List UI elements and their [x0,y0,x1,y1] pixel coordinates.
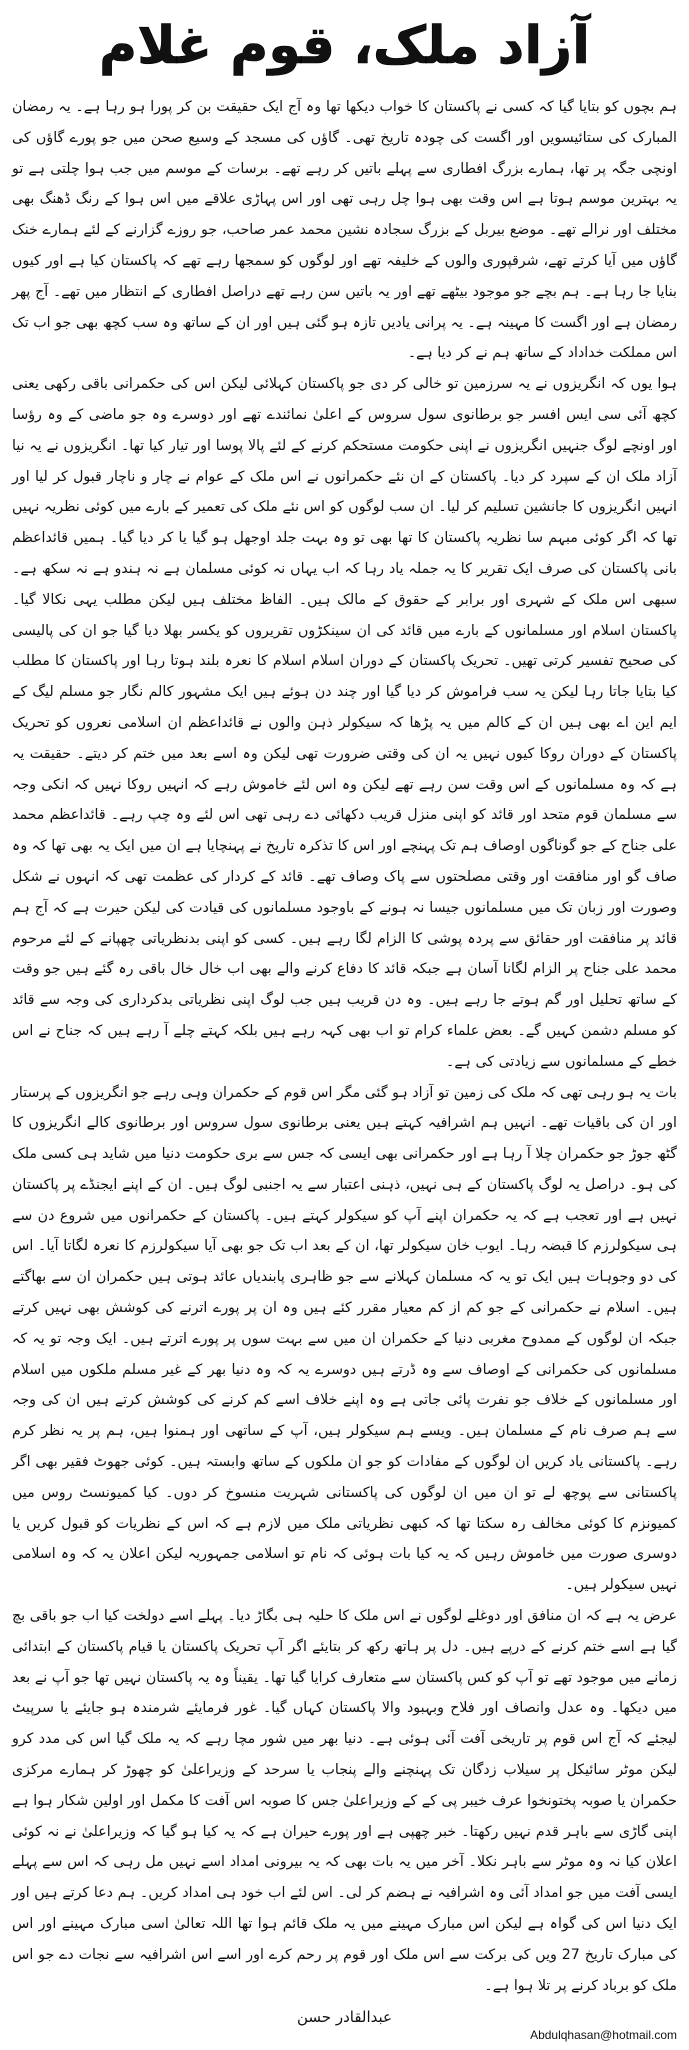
paragraph-1: ہم بچوں کو بتایا گیا کہ کسی نے پاکستان کا خواب دیکھا تھا وہ آج ایک حقیقت بن کر پورا ہو رہا ہے۔ یہ رمضان المبارک کی ستائیسویں اور اگست کی چودہ تاریخ تھی۔ گاؤں کی مسجد کے وسیع صحن میں جو پورے گاؤں کی اونچی جگہ پر تھا، ہمارے بزرگ افطاری سے پہلے باتیں کر رہے تھے۔ برسات کے موسم میں جب ہوا چلتی ہے تو یہ بہترین موسم ہوتا ہے اس وقت بھی ہوا چل رہی تھی اور اس پہاڑی علاقے میں اس ہوا کے رنگ ڈھنگ بھی مختلف اور نرالے تھے۔ موضع بیربل کے بزرگ سجادہ نشین محمد عمر صاحب، جو روزے گزارنے کے لئے ہمارے خنک گاؤں میں آیا کرتے تھے، شرقپوری والوں کے خلیفہ تھے اور لوگوں کو سمجھا رہے تھے کہ پاکستان کیا ہے اور کیوں بنایا جا رہا ہے۔ ہم بچے جو موجود بیٹھے تھے اور یہ باتیں سن رہے تھے دراصل افطاری کے انتظار میں تھے۔ آج پھر رمضان ہے اور اگست کا مہینہ ہے۔ یہ پرانی یادیں تازہ ہو گئی ہیں اور ان کے ساتھ وہ سب کچھ بھی جو اب تک اس مملکت خداداد کے ساتھ ہم نے کر دیا ہے۔ [12,99,677,362]
column-body [10,92,679,2001]
paragraph-4: عرض یہ ہے کہ ان منافق اور دوغلے لوگوں نے اس ملک کا حلیہ ہی بگاڑ دیا۔ پہلے اسے دولخت کیا اب جو باقی بچ گیا ہے اسے ختم کرنے کے درپے ہیں۔ دل پر ہاتھ رکھ کر بتایئے اگر آپ تحریک پاکستان یا قیام پاکستان کے ابتدائی زمانے میں موجود تھے تو آپ کو کس پاکستان سے متعارف کرایا گیا تھا۔ یقیناً وہ یہ پاکستان نہیں تھا جو آپ نے بعد میں دیکھا۔ وہ عدل وانصاف اور فلاح وبہبود والا پاکستان کہاں گیا۔ غور فرمایئے شرمندہ ہو جایئے یا سرپیٹ لیجئے کہ آج اس قوم پر تاریخی آفت آئی ہوئی ہے۔ دنیا بھر میں شور مچا رہے کہ یہ ملک گیا اس کی مدد کرو لیکن موٹر سائیکل پر سیلاب زدگان تک پہنچنے والے پنجاب یا سرحد کے وزیراعلیٰ کو چھوڑ کر ہمارے مرکزی حکمران یا صوبہ پختونخوا عرف خیبر پی کے کے وزیراعلیٰ جس کا صوبہ اس آفت کا مکمل اور اولین شکار ہوا ہے اپنی گاڑی سے باہر قدم نہیں رکھتا۔ خبر چھپی ہے اور پورے حیران ہے کہ یہ کیا ہو گیا کہ وزیراعلیٰ نے نہ کوئی اعلان کیا نہ وہ موٹر سے باہر نکلا۔ آخر میں یہ بات بھی کہ یہ بیرونی امداد اسے نہیں مل رہی کہ اس سے پہلے ایسی آفت میں جو امداد آئی وہ اشرافیہ نے ہضم کر لی۔ اس لئے اب خود ہی امداد کریں۔ ہم دعا کرتے ہیں اور ایک دنیا اس کی گواہ ہے لیکن اس مبارک مہینے میں یہ ملک قائم ہوا تھا اللہ تعالیٰ اسی مبارک مہینے اور اس کی مبارک تاریخ 27 ویں کی برکت سے اس ملک اور قوم پر رحم کرے اور اسے اس اشرافیہ سے نجات دے جو اس ملک کو برباد کرنے پر تلا ہوا ہے۔ [12,1608,677,1994]
author-signature: عبدالقادر حسن [296,2008,392,2027]
paragraph-3: بات یہ ہو رہی تھی کہ ملک کی زمین تو آزاد ہو گئی مگر اس قوم کے حکمران وہی رہے جو انگریزوں کے پرستار اور ان کی باقیات تھے۔ انہیں ہم اشرافیہ کہتے ہیں یعنی برطانوی سول سروس اور برطانوی کالے انگریزوں کا گٹھ جوڑ جو حکمران چلا آ رہا ہے اور حکمرانی بھی ایسی کہ جس سے بری حکومت دنیا میں شاید ہی کسی ملک کی ہو۔ دراصل یہ لوگ پاکستان کے ہی نہیں، ذہنی اعتبار سے یہ اجنبی لوگ ہیں۔ ان کے اپنے ایجنڈے پر پاکستان نہیں ہے اور تعجب ہے کہ یہ حکمران اپنے آپ کو سیکولر کہتے ہیں۔ پاکستان کے حکمرانوں میں شروع دن سے ہی سیکولرزم کا قبضہ رہا۔ ایوب خان سیکولر تھا، ان کے بعد اب تک جو بھی آیا سیکولرزم کا نعرہ لگاتا آیا۔ اس کی دو وجوہات ہیں ایک تو یہ کہ مسلمان کہلانے سے جو ظاہری پابندیاں عائد ہوتی ہیں حکمران ان سے بھاگتے ہیں۔ اسلام نے حکمرانی کے جو کم از کم معیار مقرر کئے ہیں وہ ان پر پورے اترنے کی کوشش بھی نہیں کرتے جبکہ ان لوگوں کے ممدوح مغربی دنیا کے حکمران ان میں سے بہت سوں پر پورے اترتے ہیں۔ ایک وجہ تو یہ کہ مسلمانوں کی حکمرانی کے اوصاف سے وہ ڈرتے ہیں دوسرے یہ کہ وہ دنیا بھر کے غیر مسلم ملکوں میں اسلام اور مسلمانوں کے خلاف جو نفرت پائی جاتی ہے وہ اپنے خلاف اسے کم کرنے کی کوشش کرتے ہیں ان کی وجہ سے ہم صرف نام کے مسلمان ہیں۔ ویسے ہم سیکولر ہیں، آپ کے ساتھی اور ہمنوا ہیں، ہم پر یہ نظر کرم رہے۔ پاکستانی یاد کریں ان لوگوں کے مفادات کو جو ان ملکوں کے ساتھ وابستہ ہیں۔ کوئی جھوٹ فقیر بھی اگر پاکستانی سے پوچھ لے تو ان میں ان لوگوں کی پاکستانی شہریت منسوخ کر دوں۔ کیا کمیونسٹ روس میں کمیونزم کا کوئی مخالف رہ سکتا تھا کہ کبھی نظریاتی ملک میں لازم ہے کہ اس کے نظریات کو قبول کریں یا دوسری صورت میں خاموش رہیں کہ یہ کیا بات ہوئی کہ نام تو اسلامی جمہوریہ لیکن اعلان یہ کہ وہ اسلامی نہیں سیکولر ہیں۔ [12,1084,677,1594]
column-headline: آزاد ملک، قوم غلام [99,16,590,76]
author-email: Abdulqhasan@hotmail.com [530,2028,677,2042]
paragraph-2: ہوا یوں کہ انگریزوں نے یہ سرزمین تو خالی کر دی جو پاکستان کہلائی لیکن اس کی حکمرانی باقی رکھی یعنی کچھ آئی سی ایس افسر جو برطانوی سول سروس کے اعلیٰ نمائندے تھے اور دوسرے وہ جو ماضی کے وہ رؤسا اور اونچے لوگ جنہیں انگریزوں نے اپنی حکومت مستحکم کرنے کے لئے پالا پوسا اور تیار کیا تھا۔ انگریزوں نے یہ نیا آزاد ملک ان کے سپرد کر دیا۔ پاکستان کے ان نئے حکمرانوں نے اس ملک کے عوام نے چار و ناچار قبول کر لیا اور انہیں انگریزوں کا جانشین تسلیم کر لیا۔ ان سب لوگوں کو اس نئے ملک کی تعمیر کے بارے میں کوئی نظریہ نہیں تھا کہ اگر کوئی مبہم سا نظریہ پاکستان کا تھا بھی تو وہ بہت جلد اوجھل ہو گیا یا کر دیا گیا۔ ہمیں قائداعظم بانی پاکستان کی صرف ایک تقریر کا یہ جملہ یاد رہا کہ اب یہاں نہ کوئی مسلمان ہے نہ ہندو ہے نہ سکھ ہے۔ سبھی اس ملک کے شہری اور برابر کے حقوق کے مالک ہیں۔ الفاظ مختلف ہیں لیکن مطلب یہی نکالا گیا۔ پاکستان اسلام اور مسلمانوں کے بارے میں قائد کی ان سینکڑوں تقریروں کو یکسر بھلا دیا گیا جو ان کی پالیسی کی صحیح تفسیر کرتی تھیں۔ تحریک پاکستان کے دوران اسلام اسلام کا نعرہ بلند ہوتا رہا اور پاکستان کا مطلب کیا بتایا جاتا رہا لیکن یہ سب فراموش کر دیا گیا اور چند دن ہوئے ہیں ایک مشہور کالم نگار جو مسلم لیگ کے ایم این اے بھی ہیں ان کے کالم میں یہ پڑھا کہ سیکولر ذہن والوں نے قائداعظم ان اسلامی نعروں کو تحریک پاکستان کے دوران روکا کیوں نہیں یہ ان کی وقتی ضرورت تھی لیکن وہ اسے بعد میں ختم کر دیتے۔ حقیقت یہ ہے کہ وہ مسلمانوں کے اس وقت سن رہے تھے لیکن وہ اس لئے خاموش رہے کہ انہیں روکا نہیں کہ انکی وجہ سے مسلمان قوم متحد اور قائد کو اپنی منزل قریب دکھائی دے رہی تھی اس لئے وہ چپ رہے۔ قائداعظم محمد علی جناح کے جو گوناگوں اوصاف ہم تک پہنچے اور اس کا تذکرہ تاریخ نے پہنچایا ہے ان میں ایک یہ بھی تھا کہ وہ صاف گو اور منافقت اور وقتی مصلحتوں سے پاک وصاف تھے۔ قائد کے کردار کی عظمت تھی کہ انہوں نے شکل وصورت اور زبان تک میں مسلمانوں جیسا نہ ہونے کے باوجود مسلمانوں کی قیادت کی لیکن حیرت ہے کہ آج ہم قائد پر منافقت اور حقائق سے پردہ پوشی کا الزام لگا رہے ہیں۔ کسی کو اپنی بدنظریاتی چھپانے کے لئے مرحوم محمد علی جناح پر الزام لگانا آسان ہے جبکہ قائد کا دفاع کرنے والے بھی اب خال خال باقی رہ گئے ہیں جو وقت کے ساتھ تحلیل اور گم ہوتے جا رہے ہیں۔ وہ دن قریب ہیں جب لوگ اپنی نظریاتی بدکرداری کی وجہ سے قائد کو مسلم دشمن کہیں گے۔ بعض علماء کرام تو اب بھی کہہ رہے ہیں بلکہ کہتے چلے آ رہے ہیں کہ جناح نے اس خطے کے مسلمانوں سے زیادتی کی ہے۔ [12,376,677,1070]
